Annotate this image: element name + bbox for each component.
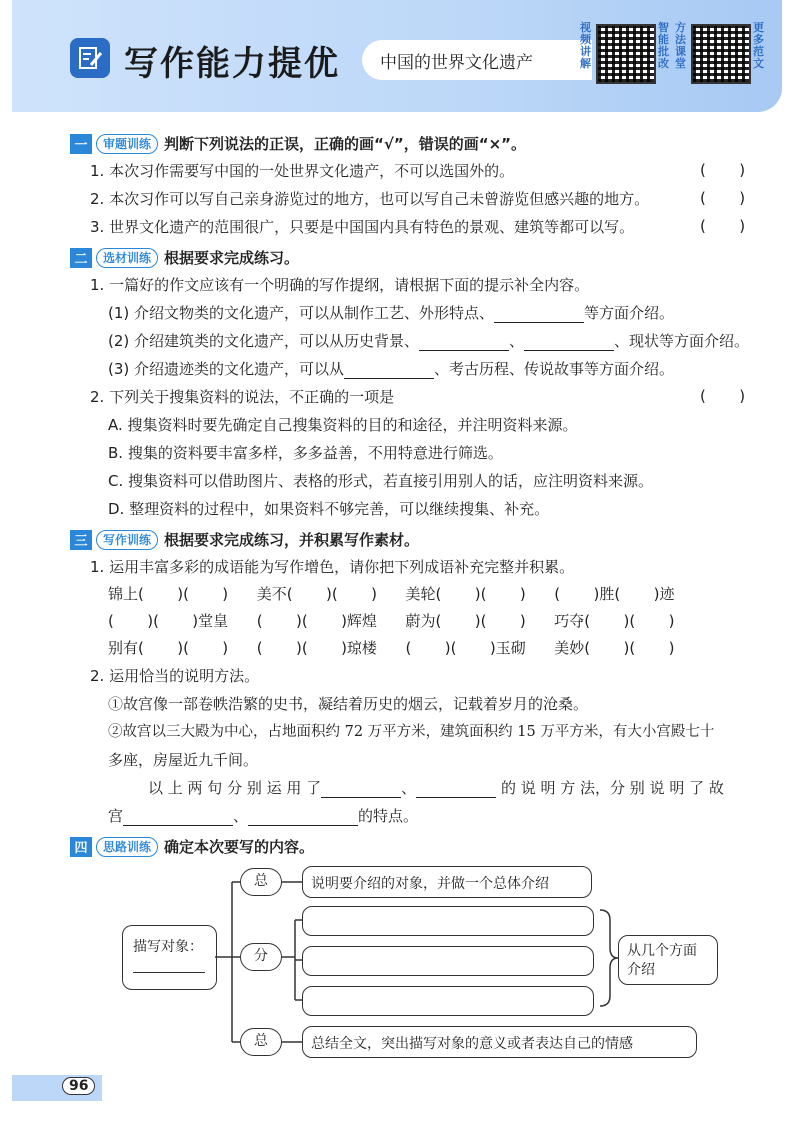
- qr1-label: 视频讲解: [580, 21, 591, 70]
- answer-paren[interactable]: ( ): [700, 387, 746, 405]
- page-number: 96: [62, 1077, 95, 1095]
- section-number: 四: [70, 837, 92, 857]
- page-subtitle: 中国的世界文化遗产: [362, 40, 592, 80]
- question-1: 1. 一篇好的作文应该有一个明确的写作提纲，请根据下面的提示补全内容。: [90, 276, 590, 294]
- question-1: 1. 运用丰富多彩的成语能为写作增色，请你把下列成语补充完整并积累。: [90, 558, 575, 576]
- option-c[interactable]: C. 搜集资料可以借助图片、表格的形式，若直接引用别人的话，应注明资料来源。: [108, 472, 654, 490]
- aspect-box-1[interactable]: [302, 906, 594, 936]
- node-intro: 总: [240, 868, 282, 896]
- page-title: 写作能力提优: [124, 44, 340, 84]
- question-2: 2. 下列关于搜集资料的说法，不正确的一项是: [90, 388, 395, 406]
- section-tag: 审题训练: [96, 134, 158, 154]
- idiom-row-3[interactable]: 别有( )( ) ( )( )琼楼 ( )( )玉砌 美妙( )( ): [108, 639, 675, 657]
- section-instruction: 判断下列说法的正误，正确的画“√”，错误的画“×”。: [164, 135, 527, 153]
- subject-box[interactable]: [122, 925, 217, 990]
- answer-paren[interactable]: ( ): [700, 217, 746, 235]
- sentence-2b: 多座，房屋近九千间。: [108, 751, 259, 769]
- section-instruction: 根据要求完成练习。: [164, 249, 300, 267]
- answer-paren[interactable]: ( ): [700, 189, 746, 207]
- question-2: 2. 运用恰当的说明方法。: [90, 667, 260, 685]
- section-number: 三: [70, 530, 92, 550]
- fill-item-1: (1) 介绍文物类的文化遗产，可以从制作工艺、外形特点、 等方面介绍。: [108, 304, 675, 322]
- idiom-row-2[interactable]: ( )( )堂皇 ( )( )辉煌 蔚为( )( ) 巧夺( )( ): [108, 612, 675, 630]
- aspect-box-3[interactable]: [302, 986, 594, 1016]
- section-instruction: 根据要求完成练习，并积累写作素材。: [164, 531, 420, 549]
- fill-item-3: (3) 介绍遗迹类的文化遗产，可以从 、考古历程、传说故事等方面介绍。: [108, 360, 675, 378]
- aspect-box-2[interactable]: [302, 946, 594, 976]
- fill-line-2: 宫 、 的特点。: [108, 807, 419, 825]
- section-instruction: 确定本次要写的内容。: [164, 838, 315, 856]
- sentence-2a: ②故宫以三大殿为中心，占地面积约 72 万平方米，建筑面积约 15 万平方米，有大小宫殿七十: [108, 724, 715, 740]
- intro-text-box: 说明要介绍的对象，并做一个总体介绍: [302, 866, 592, 898]
- option-a[interactable]: A. 搜集资料时要先确定自己搜集资料的目的和途径，并注明资料来源。: [108, 416, 578, 434]
- qr2-label-2: 更多范文: [753, 21, 764, 70]
- answer-paren[interactable]: ( ): [700, 161, 746, 179]
- section-tag: 选材训练: [96, 248, 158, 268]
- section-tag: 写作训练: [96, 530, 158, 550]
- subject-blank[interactable]: [133, 972, 205, 973]
- fill-item-2: (2) 介绍建筑类的文化遗产，可以从历史背景、 、 、现状等方面介绍。: [108, 332, 750, 350]
- page-number-tab: [12, 1075, 102, 1101]
- judge-item-2: 2. 本次习作可以写自己亲身游览过的地方，也可以写自己未曾游览但感兴趣的地方。: [90, 190, 650, 208]
- section-tag: 思路训练: [96, 837, 158, 857]
- subject-label: 描写对象：: [133, 939, 203, 955]
- conclusion-text-box: 总结全文，突出描写对象的意义或者表达自己的情感: [302, 1026, 697, 1058]
- idiom-row-1[interactable]: 锦上( )( ) 美不( )( ) 美轮( )( ) ( )胜( )迹: [108, 585, 675, 603]
- judge-item-3: 3. 世界文化遗产的范围很广，只要是中国国内具有特色的景观、建筑等都可以写。: [90, 218, 635, 236]
- judge-item-1: 1. 本次习作需要写中国的一处世界文化遗产，不可以选国外的。: [90, 162, 515, 180]
- qr2-label: 方法课堂: [675, 21, 686, 70]
- qr1-label-2: 智能批改: [658, 21, 669, 70]
- fill-line-1: 以 上 两 句 分 别 运 用 了 、 的 说 明 方 法，分 别 说 明 了 故: [148, 779, 724, 797]
- aspects-note: 从几个方面介绍: [618, 935, 718, 985]
- section-number: 一: [70, 134, 92, 154]
- option-b[interactable]: B. 搜集的资料要丰富多样，多多益善，不用特意进行筛选。: [108, 444, 503, 462]
- node-body: 分: [240, 943, 282, 971]
- sentence-1: ①故宫像一部卷帙浩繁的史书，凝结着历史的烟云，记载着岁月的沧桑。: [108, 695, 589, 713]
- section-number: 二: [70, 248, 92, 268]
- node-conclusion: 总: [240, 1028, 282, 1056]
- option-d[interactable]: D. 整理资料的过程中，如果资料不够完善，可以继续搜集、补充。: [108, 500, 550, 518]
